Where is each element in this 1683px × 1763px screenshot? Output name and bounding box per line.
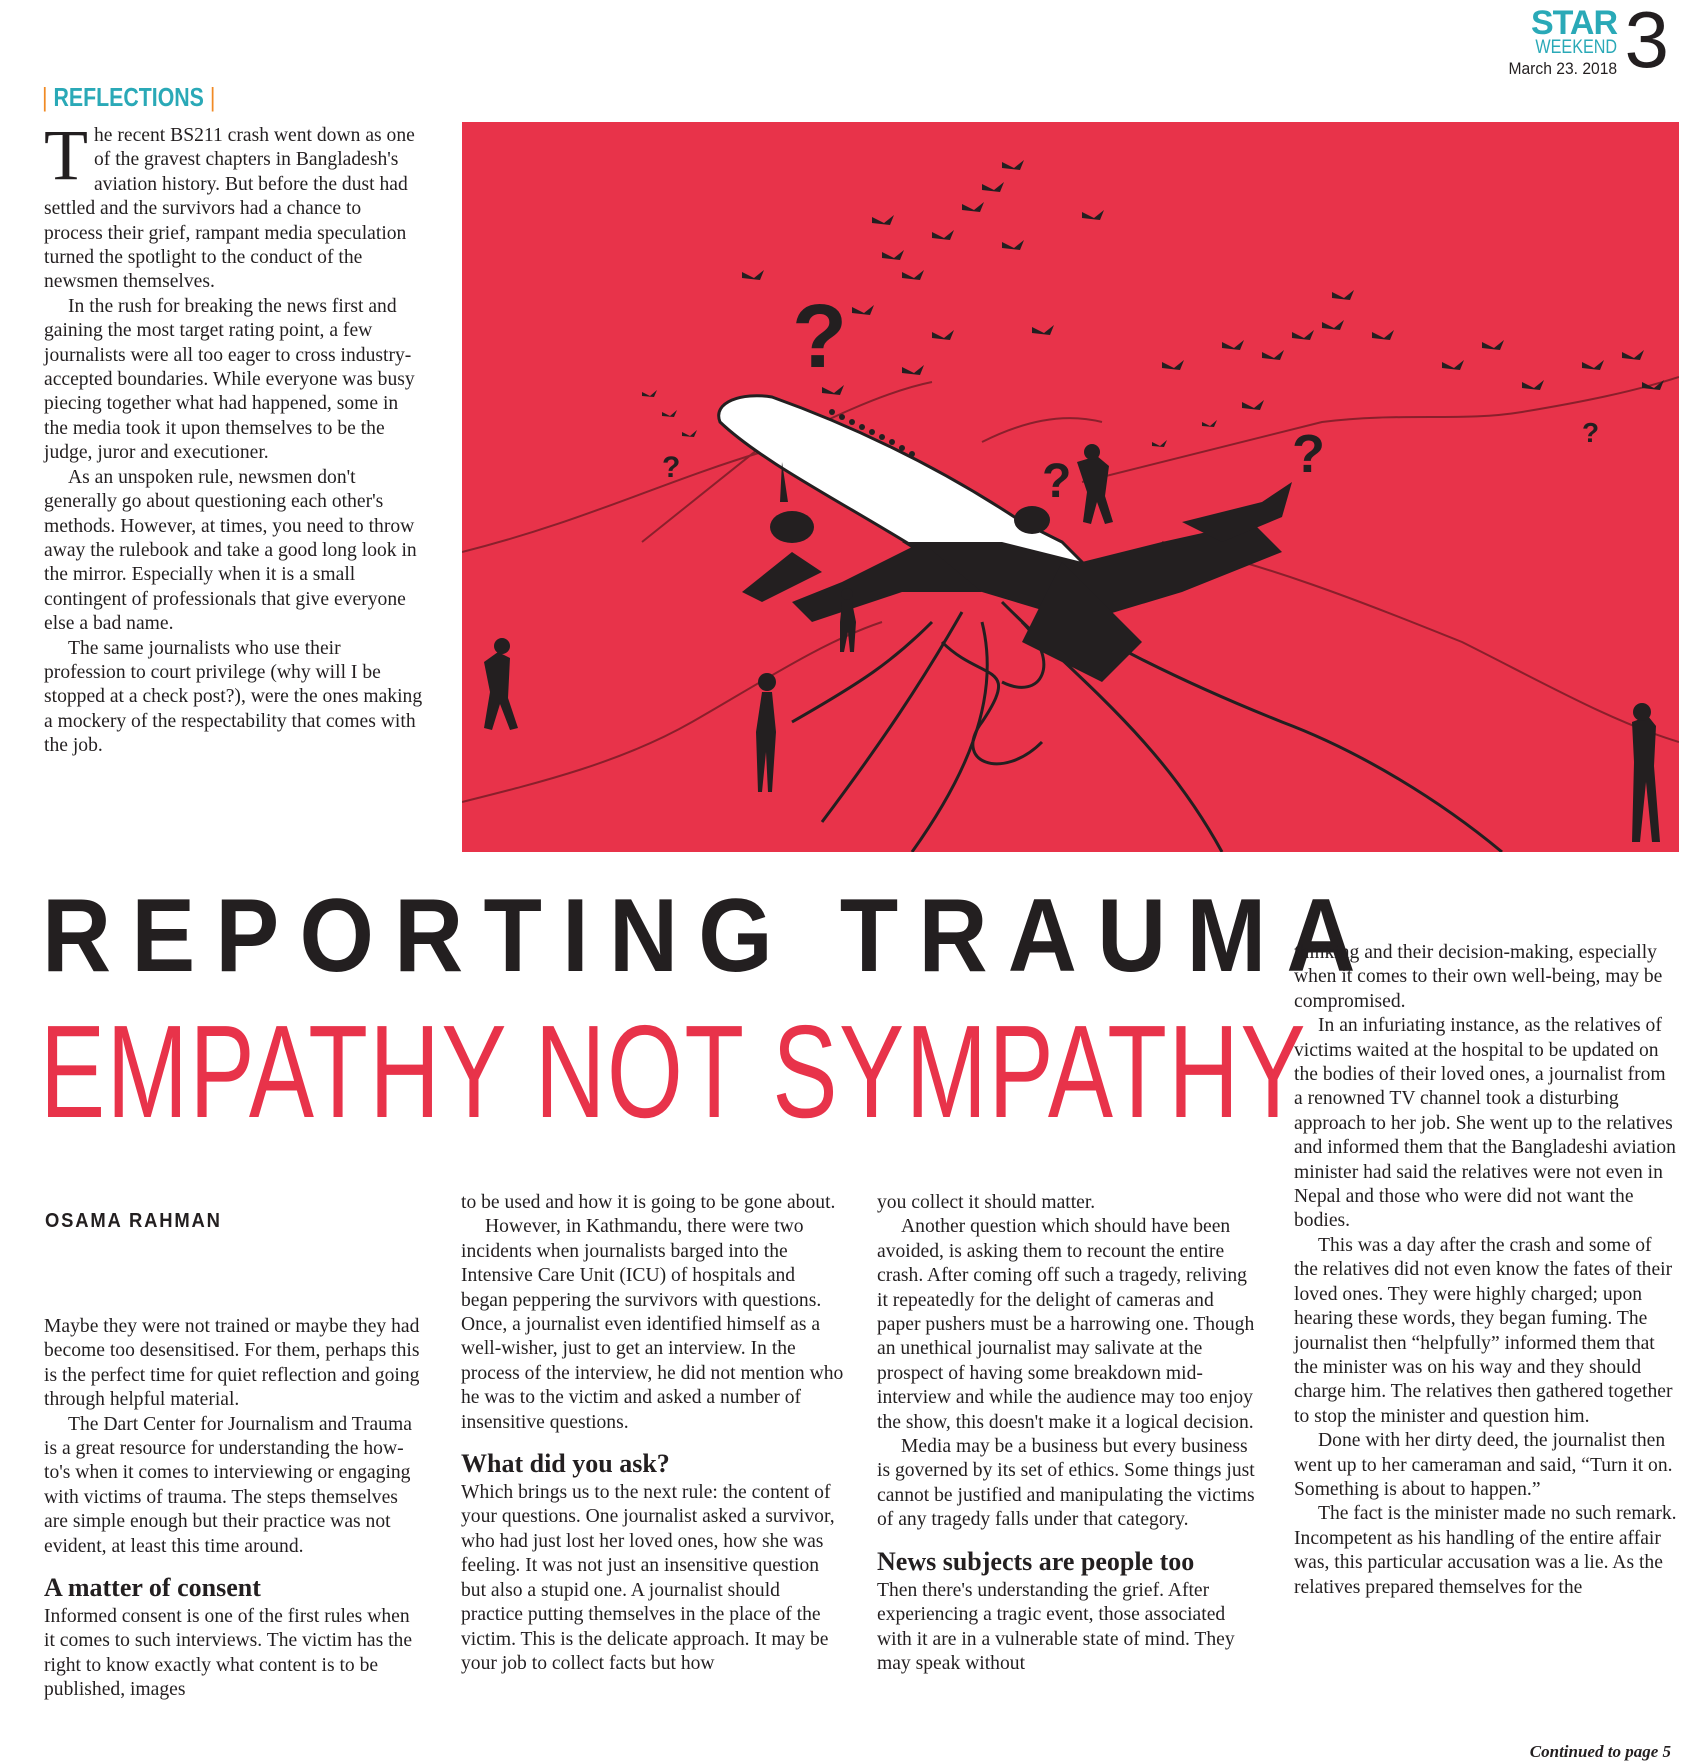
section-tag	[42, 82, 215, 113]
section-label: REFLECTIONS	[53, 82, 204, 112]
col3-paragraph-3: Media may be a business but every business is governed by its set of ethics. Some things just cannot be justified and manipulating the victims of any tragedy falls under that category.	[877, 1436, 1255, 1531]
col1-paragraph-2: The Dart Center for Journalism and Trauma is a great resource for understanding the how-to's when it comes to interviewing or engaging with victims of trauma. The steps themselves are simple enough but their practice was not evident, at least this time around.	[44, 1413, 412, 1557]
headline-primary: REPORTING TRAUMA	[42, 878, 1376, 994]
intro-paragraph-4: The same journalists who use their profession to court privilege (why will I be stopped at a check post?), were the ones making a mockery of the respectability that comes with the job.	[44, 637, 423, 757]
col4-paragraph-4: Done with her dirty deed, the journalist then went up to her cameraman and said, “Turn it on. Something is about to happen.”	[1294, 1430, 1673, 1500]
masthead	[1469, 0, 1669, 84]
col1-paragraph-1: Maybe they were not trained or maybe they had become too desensitised. For them, perhaps this is the perfect time for quiet reflection and going through helpful material.	[44, 1316, 420, 1411]
byline: OSAMA RAHMAN	[45, 1210, 222, 1232]
continued-link[interactable]: Continued to page 5	[1529, 1742, 1671, 1761]
col2-paragraph-3: Which brings us to the next rule: the content of your questions. One journalist asked a survivor, who had just lost her loved ones, how she was feeling. It was not just an insensitive question but also a stupid one. A journalist should practice putting themselves in the place of the victim. This is the delicate approach. It may be your job to collect facts but how	[461, 1482, 835, 1674]
subhead-what-did-you-ask: What did you ask?	[461, 1449, 670, 1479]
intro-paragraph-3: As an unspoken rule, newsmen don't generally go about questioning each other's methods. However, at times, you need to throw away the rulebook and take a good long look in the mirror. Especially when it is a small contingent of professionals that give everyone else a bad name.	[44, 466, 417, 635]
svg-text:?: ?	[1582, 417, 1600, 448]
tangle-lines	[792, 592, 1502, 852]
subhead-news-subjects: News subjects are people too	[877, 1546, 1195, 1576]
illustration-svg	[462, 122, 1679, 852]
masthead-sub: WEEKEND	[1535, 37, 1617, 58]
drop-cap: T	[44, 115, 88, 195]
subhead-consent: A matter of consent	[44, 1573, 261, 1603]
intro-paragraph-1	[44, 115, 424, 295]
masthead-date: March 23. 2018	[1508, 59, 1617, 78]
col4-paragraph-1: thinking and their decision-making, especially when it comes to their own well-being, may be compromised.	[1294, 942, 1663, 1012]
col3-paragraph-4: Then there's understanding the grief. After experiencing a tragic event, those associated with it are in a vulnerable state of mind. They may speak without	[877, 1579, 1235, 1674]
svg-text:?: ?	[1292, 424, 1325, 484]
col2-paragraph-1: to be used and how it is going to be gone about.	[461, 1192, 836, 1213]
page-number: 3	[1624, 0, 1669, 84]
headline-secondary: EMPATHY NOT SYMPATHY	[40, 998, 1308, 1145]
col4-paragraph-5: The fact is the minister made no such remark. Incompetent as his handling of the entire affair was, this particular accusation was a lie. As the relatives prepared themselves for the	[1294, 1503, 1677, 1598]
body-column-2	[461, 1191, 846, 1676]
body-column-4	[1294, 941, 1679, 1600]
body-column-1	[44, 1315, 424, 1703]
section-bar-left: |	[42, 82, 54, 112]
body-column-3	[877, 1191, 1262, 1676]
section-bar-right: |	[203, 82, 216, 112]
svg-text:?: ?	[792, 287, 847, 387]
plane-crash-illustration	[462, 122, 1679, 852]
intro-paragraph-2: In the rush for breaking the news first and gaining the most target rating point, a few journalists were all too eager to cross industry-accepted boundaries. While everyone was busy piecing together what had happened, some in the media took it upon themselves to be the judge, juror and executioner.	[44, 295, 415, 464]
airplane-shape	[719, 396, 1292, 682]
intro-column	[44, 115, 424, 759]
col4-paragraph-3: This was a day after the crash and some of the relatives did not even know the fates of their loved ones. They were highly charged; upon hearing these words, they began fuming. The journalist then “helpfully” informed them that the minister was on his way and they should charge him. The relatives then gathered together to stop the minister and question him.	[1294, 1234, 1673, 1427]
col3-paragraph-1: you collect it should matter.	[877, 1192, 1096, 1213]
svg-text:?: ?	[662, 451, 681, 484]
col3-paragraph-2: Another question which should have been avoided, is asking them to recount the entire crash. After coming off such a tragedy, reliving it repeatedly for the delight of cameras and paper pushers must be a harrowing one. Though an unethical journalist may salivate at the prospect of having some breakdown mid-interview and while the audience may too enjoy the show, this doesn't make it a logical decision.	[877, 1216, 1255, 1433]
col4-paragraph-2: In an infuriating instance, as the relatives of victims waited at the hospital to be updated on the bodies of their loved ones, a journalist from a renowned TV channel took a disturbing approach to her job. She went up to the relatives and informed them that the Bangladeshi aviation minister had said the relatives were not even in Nepal and those who were did not want the bodies.	[1294, 1015, 1676, 1232]
svg-text:?: ?	[1042, 455, 1072, 508]
col2-paragraph-2: However, in Kathmandu, there were two incidents when journalists barged into the Intensive Care Unit (ICU) of hospitals and began peppering the survivors with questions. Once, a journalist even identified himself as a well-wisher, just to get an interview. In the process of the interview, he did not mention who he was to the victim and asked a number of insensitive questions.	[461, 1216, 844, 1433]
col1-paragraph-3: Informed consent is one of the first rules when it comes to such interviews. The victim has the right to know exactly what content is to be published, images	[44, 1606, 413, 1701]
intro-paragraph-1-text: he recent BS211 crash went down as one of the gravest chapters in Bangladesh's aviation history. But before the dust had settled and the survivors had a chance to process their grief, rampant media speculation turned the spotlight to the conduct of the newsmen themselves.	[44, 125, 415, 293]
masthead-brand: STAR	[1530, 4, 1617, 42]
